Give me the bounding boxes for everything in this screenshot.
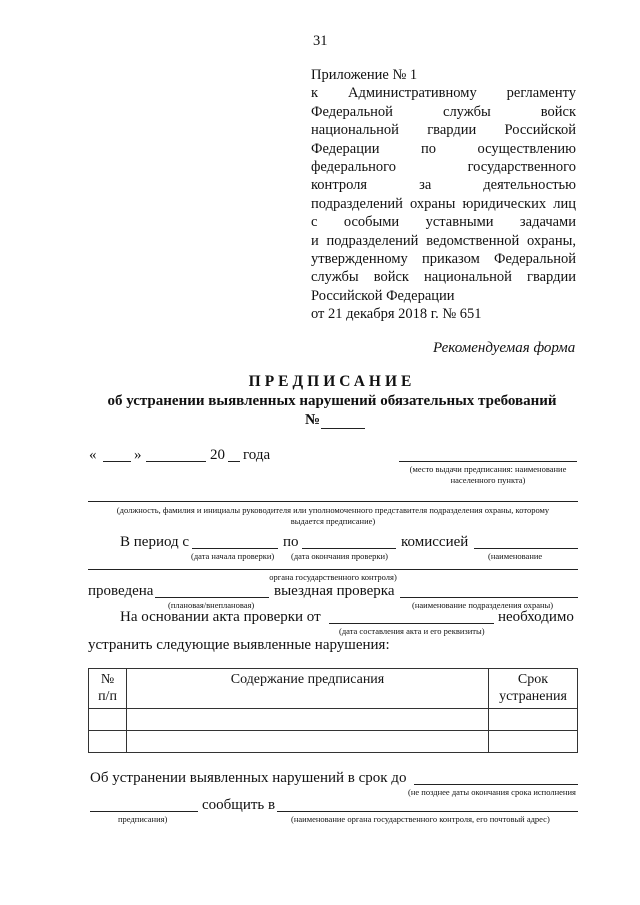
open-quote: «: [89, 447, 97, 463]
authority-name-hint: (наименование: [488, 551, 543, 561]
basis-text: На основании акта проверки от: [120, 609, 321, 625]
authority-org-hint: органа государственного контроля): [269, 572, 397, 582]
appendix-line: к Административному регламенту: [311, 85, 576, 102]
appendix-line: контроля за деятельностью: [311, 177, 576, 194]
act-date-hint: (дата составления акта и его реквизиты): [339, 626, 485, 636]
day-field[interactable]: [103, 461, 131, 462]
appendix-block: [311, 66, 576, 324]
table-cell[interactable]: [127, 731, 489, 753]
period-to: по: [283, 534, 299, 550]
appendix-line: Федерации по осуществлению: [311, 140, 576, 157]
appendix-line: службы войск национальной гвардии: [311, 269, 576, 286]
table-cell[interactable]: [127, 709, 489, 731]
table-row: [89, 709, 578, 731]
document-title: ПРЕДПИСАНИЕ: [248, 373, 416, 390]
place-hint: (место выдачи предписания: наименование: [409, 464, 567, 474]
appendix-line: федерального государственного: [311, 159, 576, 176]
place-hint: населенного пункта): [450, 475, 526, 485]
month-field[interactable]: [146, 461, 206, 462]
year-field[interactable]: [228, 461, 240, 462]
table-cell[interactable]: [489, 709, 578, 731]
appendix-title: Приложение № 1: [311, 67, 418, 83]
basis-necessary: необходимо: [498, 609, 574, 625]
close-quote: »: [134, 447, 142, 463]
inspection-type-field[interactable]: [155, 597, 269, 598]
appendix-line: с особыми уставными задачами: [311, 214, 576, 231]
official-hint: выдается предписание): [290, 516, 376, 526]
period-commission: комиссией: [401, 534, 469, 550]
page-number: 31: [313, 33, 328, 49]
appendix-line: утвержденному приказом Федеральной: [311, 251, 576, 268]
prescription-hint: предписания): [118, 814, 168, 824]
table-cell[interactable]: [89, 709, 127, 731]
deadline-field[interactable]: [414, 784, 578, 785]
end-date-field[interactable]: [302, 548, 396, 549]
authority-address-field[interactable]: [277, 811, 578, 812]
table-cell[interactable]: [89, 731, 127, 753]
appendix-line: национальной гвардии Российской: [311, 122, 576, 139]
footer-report: сообщить в: [202, 797, 276, 813]
appendix-line: Федеральной службы войск: [311, 103, 576, 120]
recommended-form: Рекомендуемая форма: [433, 340, 576, 356]
authority-name-field-continued[interactable]: [88, 569, 578, 570]
inspection-type-hint: (плановая/внеплановая): [168, 600, 255, 610]
authority-address-hint: (наименование органа государственного контроля, его почтовый адрес): [291, 814, 550, 824]
official-hint: (должность, фамилия и инициалы руководителя или уполномоченного представителя подразделения охраны, которому: [116, 505, 550, 515]
header-number: № п/п: [89, 669, 127, 709]
document-subtitle: об устранении выявленных нарушений обязательных требований: [107, 393, 557, 409]
header-content: Содержание предписания: [127, 669, 489, 709]
number-field[interactable]: [321, 428, 365, 429]
footer-text: Об устранении выявленных нарушений в срок до: [90, 770, 407, 786]
appendix-line: Российской Федерации: [311, 287, 455, 304]
security-unit-field[interactable]: [400, 597, 578, 598]
year-suffix: года: [243, 447, 271, 463]
act-date-field[interactable]: [329, 623, 494, 624]
table-header-row: [89, 669, 578, 709]
number-label: №: [305, 412, 321, 428]
appendix-line: подразделений охраны юридических лиц: [311, 195, 576, 212]
start-date-field[interactable]: [192, 548, 278, 549]
period-prefix: В период с: [120, 534, 190, 550]
end-date-hint: (дата окончания проверки): [291, 551, 388, 561]
official-field[interactable]: [88, 501, 578, 502]
deadline-hint: (не позднее даты окончания срока исполнения: [408, 787, 576, 797]
place-field[interactable]: [399, 461, 577, 462]
authority-name-field[interactable]: [474, 548, 578, 549]
security-unit-hint: (наименование подразделения охраны): [412, 600, 554, 610]
deadline-field-continued[interactable]: [90, 811, 198, 812]
appendix-line: и подразделений ведомственной охраны,: [311, 232, 576, 249]
basis-line2: устранить следующие выявленные нарушения:: [88, 637, 390, 653]
prescription-table: [88, 668, 578, 753]
conducted-prefix: проведена: [88, 583, 154, 599]
year-prefix: 20: [210, 447, 225, 463]
table-cell[interactable]: [489, 731, 578, 753]
header-term: Срок устранения: [489, 669, 578, 709]
appendix-date: от 21 декабря 2018 г. № 651: [311, 306, 482, 323]
start-date-hint: (дата начала проверки): [191, 551, 275, 561]
table-row: [89, 731, 578, 753]
conducted-field: выездная проверка: [274, 583, 395, 599]
